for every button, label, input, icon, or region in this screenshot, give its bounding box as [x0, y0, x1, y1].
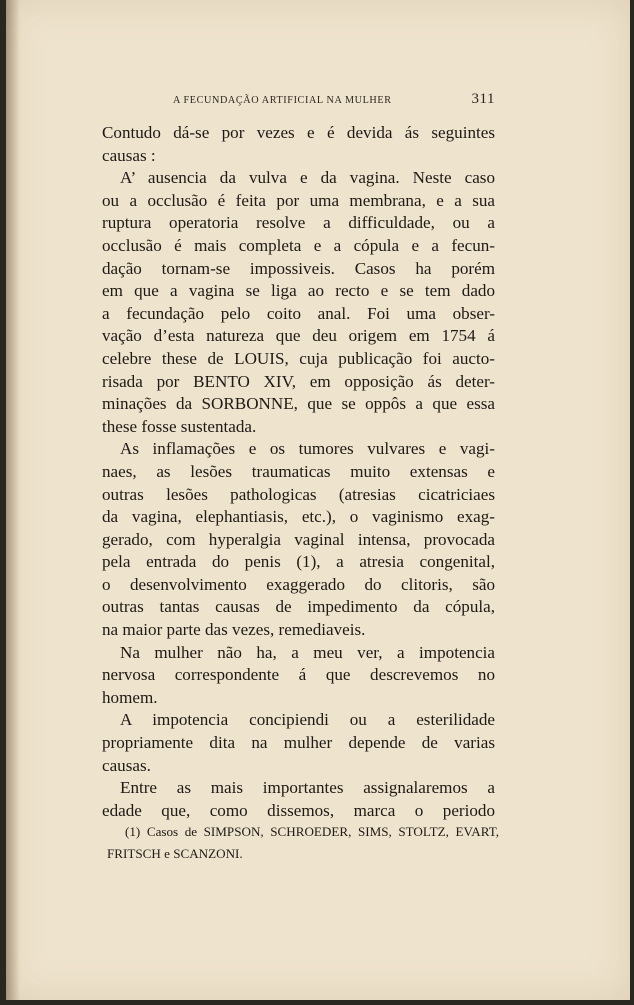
text-line: causas : — [102, 145, 156, 165]
book-page — [6, 0, 630, 1000]
text-line: these fosse sustentada. — [102, 416, 257, 436]
text-line: Contudo dá-se por vezes e é devida ás seguintes — [102, 123, 495, 142]
text-line: naes, as lesões traumaticas muito extensas e — [102, 461, 495, 481]
text-line: homem. — [102, 687, 158, 707]
text-line: causas. — [102, 755, 151, 775]
running-title: A FECUNDAÇÃO ARTIFICIAL NA MULHER — [173, 95, 392, 106]
text-line: outras lesões pathologicas (atresias cicatriciaes — [102, 484, 495, 504]
text-line: minações da SORBONNE, que se oppôs a que essa — [102, 394, 495, 414]
text-line: na maior parte das vezes, remediaveis. — [102, 620, 366, 640]
footnote — [107, 821, 499, 865]
text-line: a fecundação pelo coito anal. Foi uma obser- — [102, 303, 495, 323]
text-line: da vagina, elephantiasis, etc.), o vaginismo exag- — [102, 507, 495, 527]
text-line: o desenvolvimento exaggerado do clitoris, são — [102, 574, 495, 594]
text-line: A impotencia concipiendi ou a esterilidade — [120, 710, 495, 730]
body-text — [102, 122, 495, 822]
text-line: ruptura operatoria resolve a difficuldade, ou a — [102, 213, 495, 233]
text-line: gerado, com hyperalgia vaginal intensa, provocada — [102, 529, 495, 549]
text-line: em que a vagina se liga ao recto e se tem dado — [102, 281, 495, 301]
text-line: outras tantas causas de impedimento da cópula, — [102, 597, 495, 617]
text-line: pela entrada do penis (1), a atresia congenital, — [102, 552, 495, 572]
footnote-line: (1) Casos de SIMPSON, SCHROEDER, SIMS, STOLTZ, EVART, — [125, 824, 499, 839]
text-line: ou a occlusão é feita por uma membrana, e a sua — [102, 190, 495, 210]
page-header — [173, 92, 495, 110]
text-line: propriamente dita na mulher depende de varias — [102, 733, 495, 753]
text-line: As inflamações e os tumores vulvares e vagi- — [120, 439, 495, 459]
text-line: nervosa correspondente á que descrevemos no — [102, 665, 495, 685]
page-number: 311 — [471, 91, 495, 107]
text-line: occlusão é mais completa e a cópula e a fecun- — [102, 235, 495, 255]
text-line: risada por BENTO XIV, em opposição ás deter- — [102, 371, 495, 391]
text-line: vação d’esta natureza que deu origem em 1754 á — [102, 326, 495, 346]
text-line: Entre as mais importantes assignalaremos a — [120, 778, 495, 798]
text-line: edade que, como dissemos, marca o periodo — [102, 800, 495, 820]
text-line: dação tornam-se impossiveis. Casos ha porém — [102, 258, 495, 278]
text-line: Na mulher não ha, a meu ver, a impotencia — [120, 642, 495, 662]
text-line: celebre these de LOUIS, cuja publicação foi aucto- — [102, 348, 495, 368]
text-line: A’ ausencia da vulva e da vagina. Neste caso — [120, 168, 495, 188]
footnote-line: FRITSCH e SCANZONI. — [107, 846, 243, 861]
